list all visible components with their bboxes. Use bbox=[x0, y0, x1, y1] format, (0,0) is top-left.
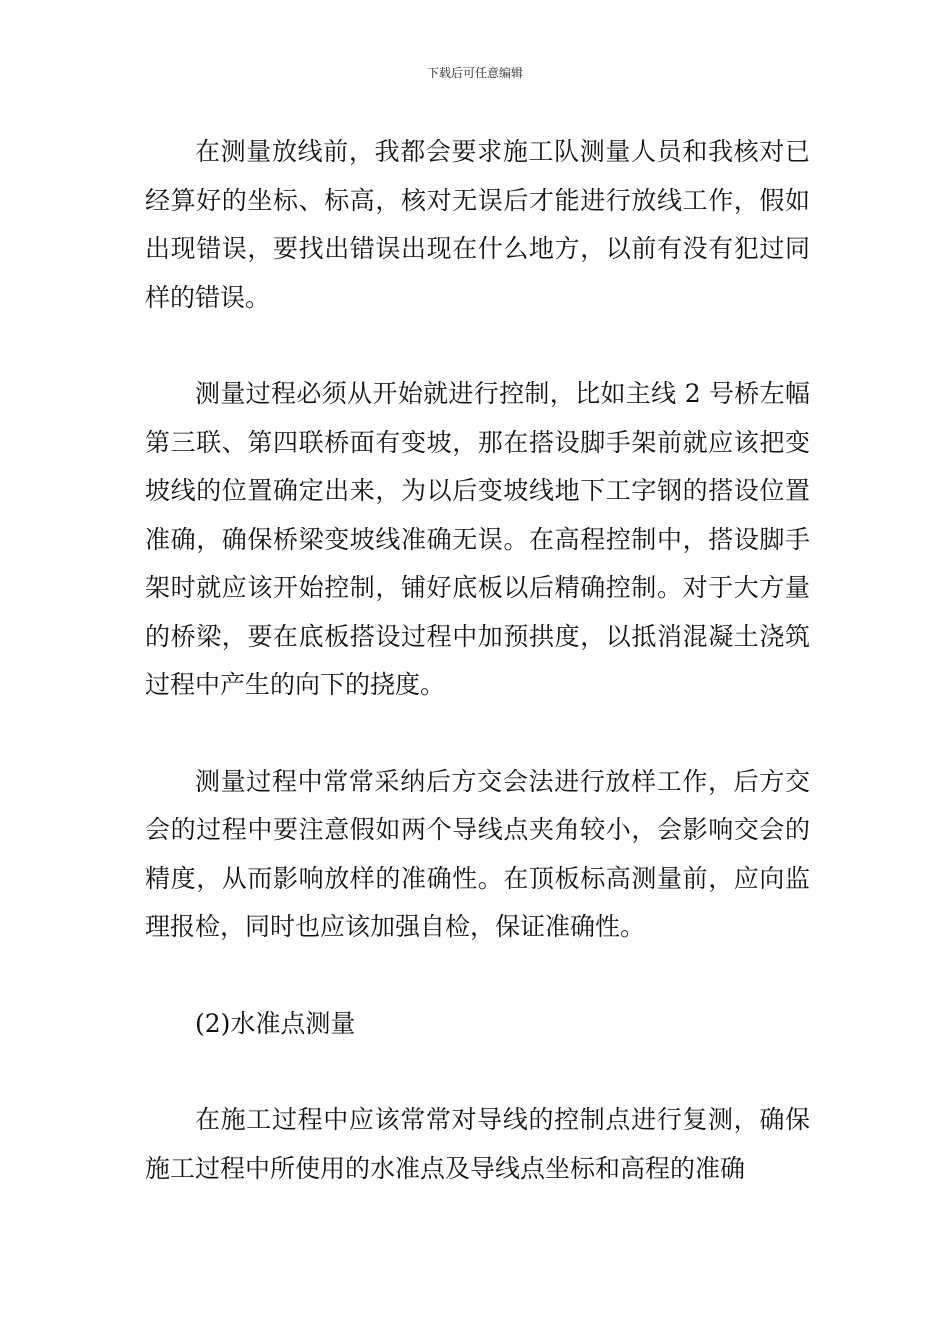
paragraph-stakeout-check: 在测量放线前，我都会要求施工队测量人员和我核对已经算好的坐标、标高，核对无误后才能进行放线工作，假如出现错误，要找出错误出现在什么地方，以前有没有犯过同样的错误。 bbox=[145, 137, 810, 312]
paragraph-spacer bbox=[145, 322, 810, 370]
paragraph-control-point-resurvey: 在施工过程中应该常常对导线的控制点进行复测，确保施工过程中所使用的水准点及导线点坐标和高程的准确 bbox=[145, 1105, 810, 1183]
document-body bbox=[145, 128, 810, 1193]
paragraph-spacer bbox=[145, 952, 810, 1000]
paragraph-process-control: 测量过程必须从开始就进行控制，比如主线 2 号桥左幅第三联、第四联桥面有变坡，那在搭设脚手架前就应该把变坡线的位置确定出来，为以后变坡线地下工字钢的搭设位置准确，确保桥梁变坡线准确无误。在高程控制中，搭设脚手架时就应该开始控制，铺好底板以后精确控制。对于大方量的桥梁，要在底板搭设过程中加预拱度，以抵消混凝土浇筑过程中产生的向下的挠度。 bbox=[145, 379, 810, 699]
paragraph-spacer bbox=[145, 1048, 810, 1096]
paragraph-spacer bbox=[145, 710, 810, 758]
paragraph-resection-method: 测量过程中常常采纳后方交会法进行放样工作，后方交会的过程中要注意假如两个导线点夹角较小，会影响交会的精度，从而影响放样的准确性。在顶板标高测量前，应向监理报检，同时也应该加强自检，保证准确性。 bbox=[145, 766, 810, 941]
section-heading-benchmark-survey: (2)水准点测量 bbox=[195, 1008, 356, 1038]
page-header-note: 下载后可任意编辑 bbox=[426, 66, 523, 80]
